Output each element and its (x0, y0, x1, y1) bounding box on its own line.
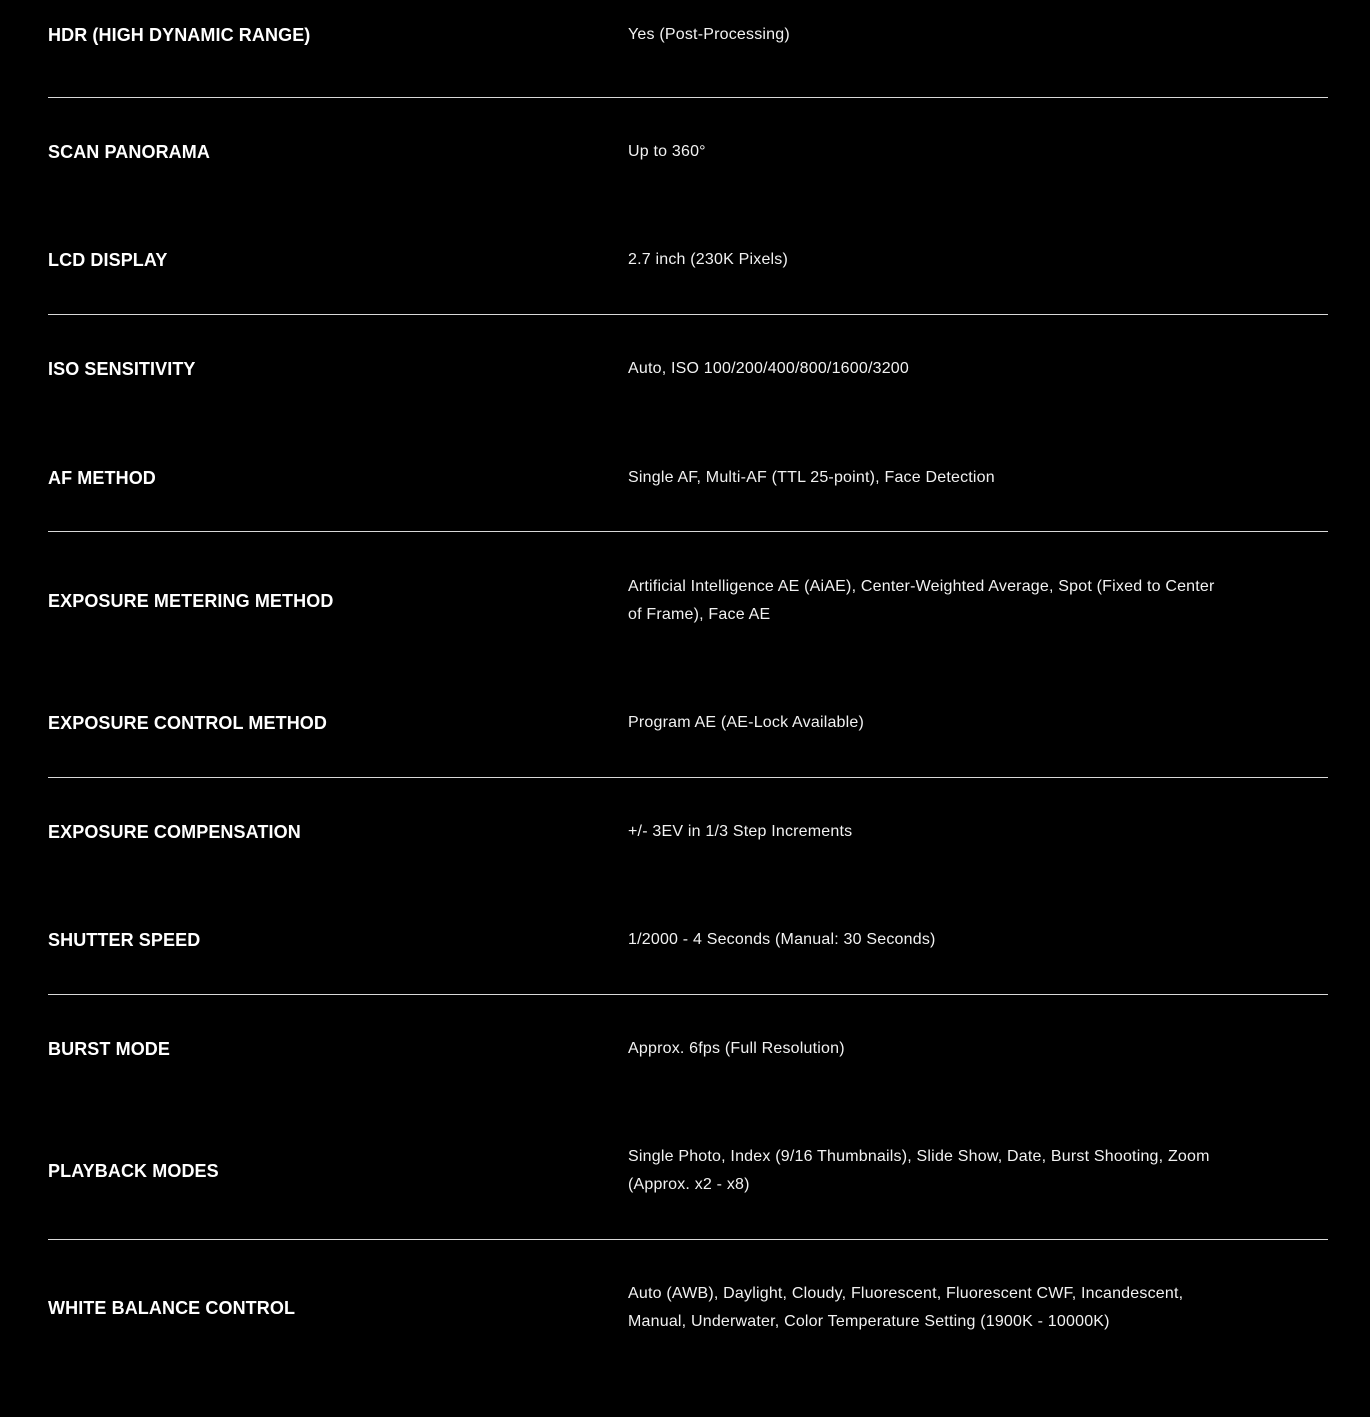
spec-table (48, 0, 1328, 1377)
spec-row-hdr (48, 0, 1328, 98)
spec-label: WHITE BALANCE CONTROL (48, 1298, 296, 1319)
spec-label: HDR (HIGH DYNAMIC RANGE) (48, 25, 311, 45)
spec-value: 2.7 inch (230K Pixels) (628, 251, 789, 269)
spec-label: EXPOSURE COMPENSATION (48, 821, 301, 842)
spec-label: LCD DISPLAY (48, 250, 168, 271)
spec-row-shutter-speed (48, 886, 1328, 995)
spec-label: ISO SENSITIVITY (48, 359, 196, 380)
spec-row-lcd-display (48, 207, 1328, 316)
spec-value: Single Photo, Index (9/16 Thumbnails), Slide Show, Date, Burst Shooting, Zoom (Approx. x2 - x8) (628, 1148, 1210, 1194)
spec-value: Yes (Post-Processing) (628, 26, 790, 43)
spec-row-af-method (48, 424, 1328, 533)
spec-value: Single AF, Multi-AF (TTL 25-point), Face Detection (628, 468, 995, 486)
spec-value: Up to 360° (628, 143, 706, 161)
spec-label: AF METHOD (48, 467, 156, 488)
spec-value: +/- 3EV in 1/3 Step Increments (628, 822, 853, 840)
spec-label: EXPOSURE METERING METHOD (48, 590, 334, 611)
spec-label: SCAN PANORAMA (48, 142, 210, 163)
spec-label: EXPOSURE CONTROL METHOD (48, 712, 327, 733)
spec-value: Artificial Intelligence AE (AiAE), Center-Weighted Average, Spot (Fixed to Center of Frame), Face AE (628, 577, 1215, 623)
spec-value: Program AE (AE-Lock Available) (628, 713, 865, 731)
spec-row-exposure-control (48, 669, 1328, 778)
spec-value: Auto (AWB), Daylight, Cloudy, Fluorescent, Fluorescent CWF, Incandescent, Manual, Underwater, Color Temperature Setting (1900K - 10000K) (628, 1285, 1184, 1331)
spec-value: 1/2000 - 4 Seconds (Manual: 30 Seconds) (628, 930, 936, 948)
spec-row-white-balance (48, 1240, 1328, 1377)
spec-label: PLAYBACK MODES (48, 1161, 219, 1182)
spec-value: Auto, ISO 100/200/400/800/1600/3200 (628, 360, 910, 378)
spec-row-exposure-compensation (48, 778, 1328, 887)
spec-label: BURST MODE (48, 1039, 170, 1060)
spec-label: SHUTTER SPEED (48, 929, 201, 950)
spec-row-scan-panorama (48, 98, 1328, 207)
spec-row-playback-modes (48, 1103, 1328, 1240)
spec-row-iso-sensitivity (48, 315, 1328, 424)
spec-value: Approx. 6fps (Full Resolution) (628, 1040, 845, 1058)
spec-row-exposure-metering (48, 532, 1328, 669)
spec-row-burst-mode (48, 995, 1328, 1104)
